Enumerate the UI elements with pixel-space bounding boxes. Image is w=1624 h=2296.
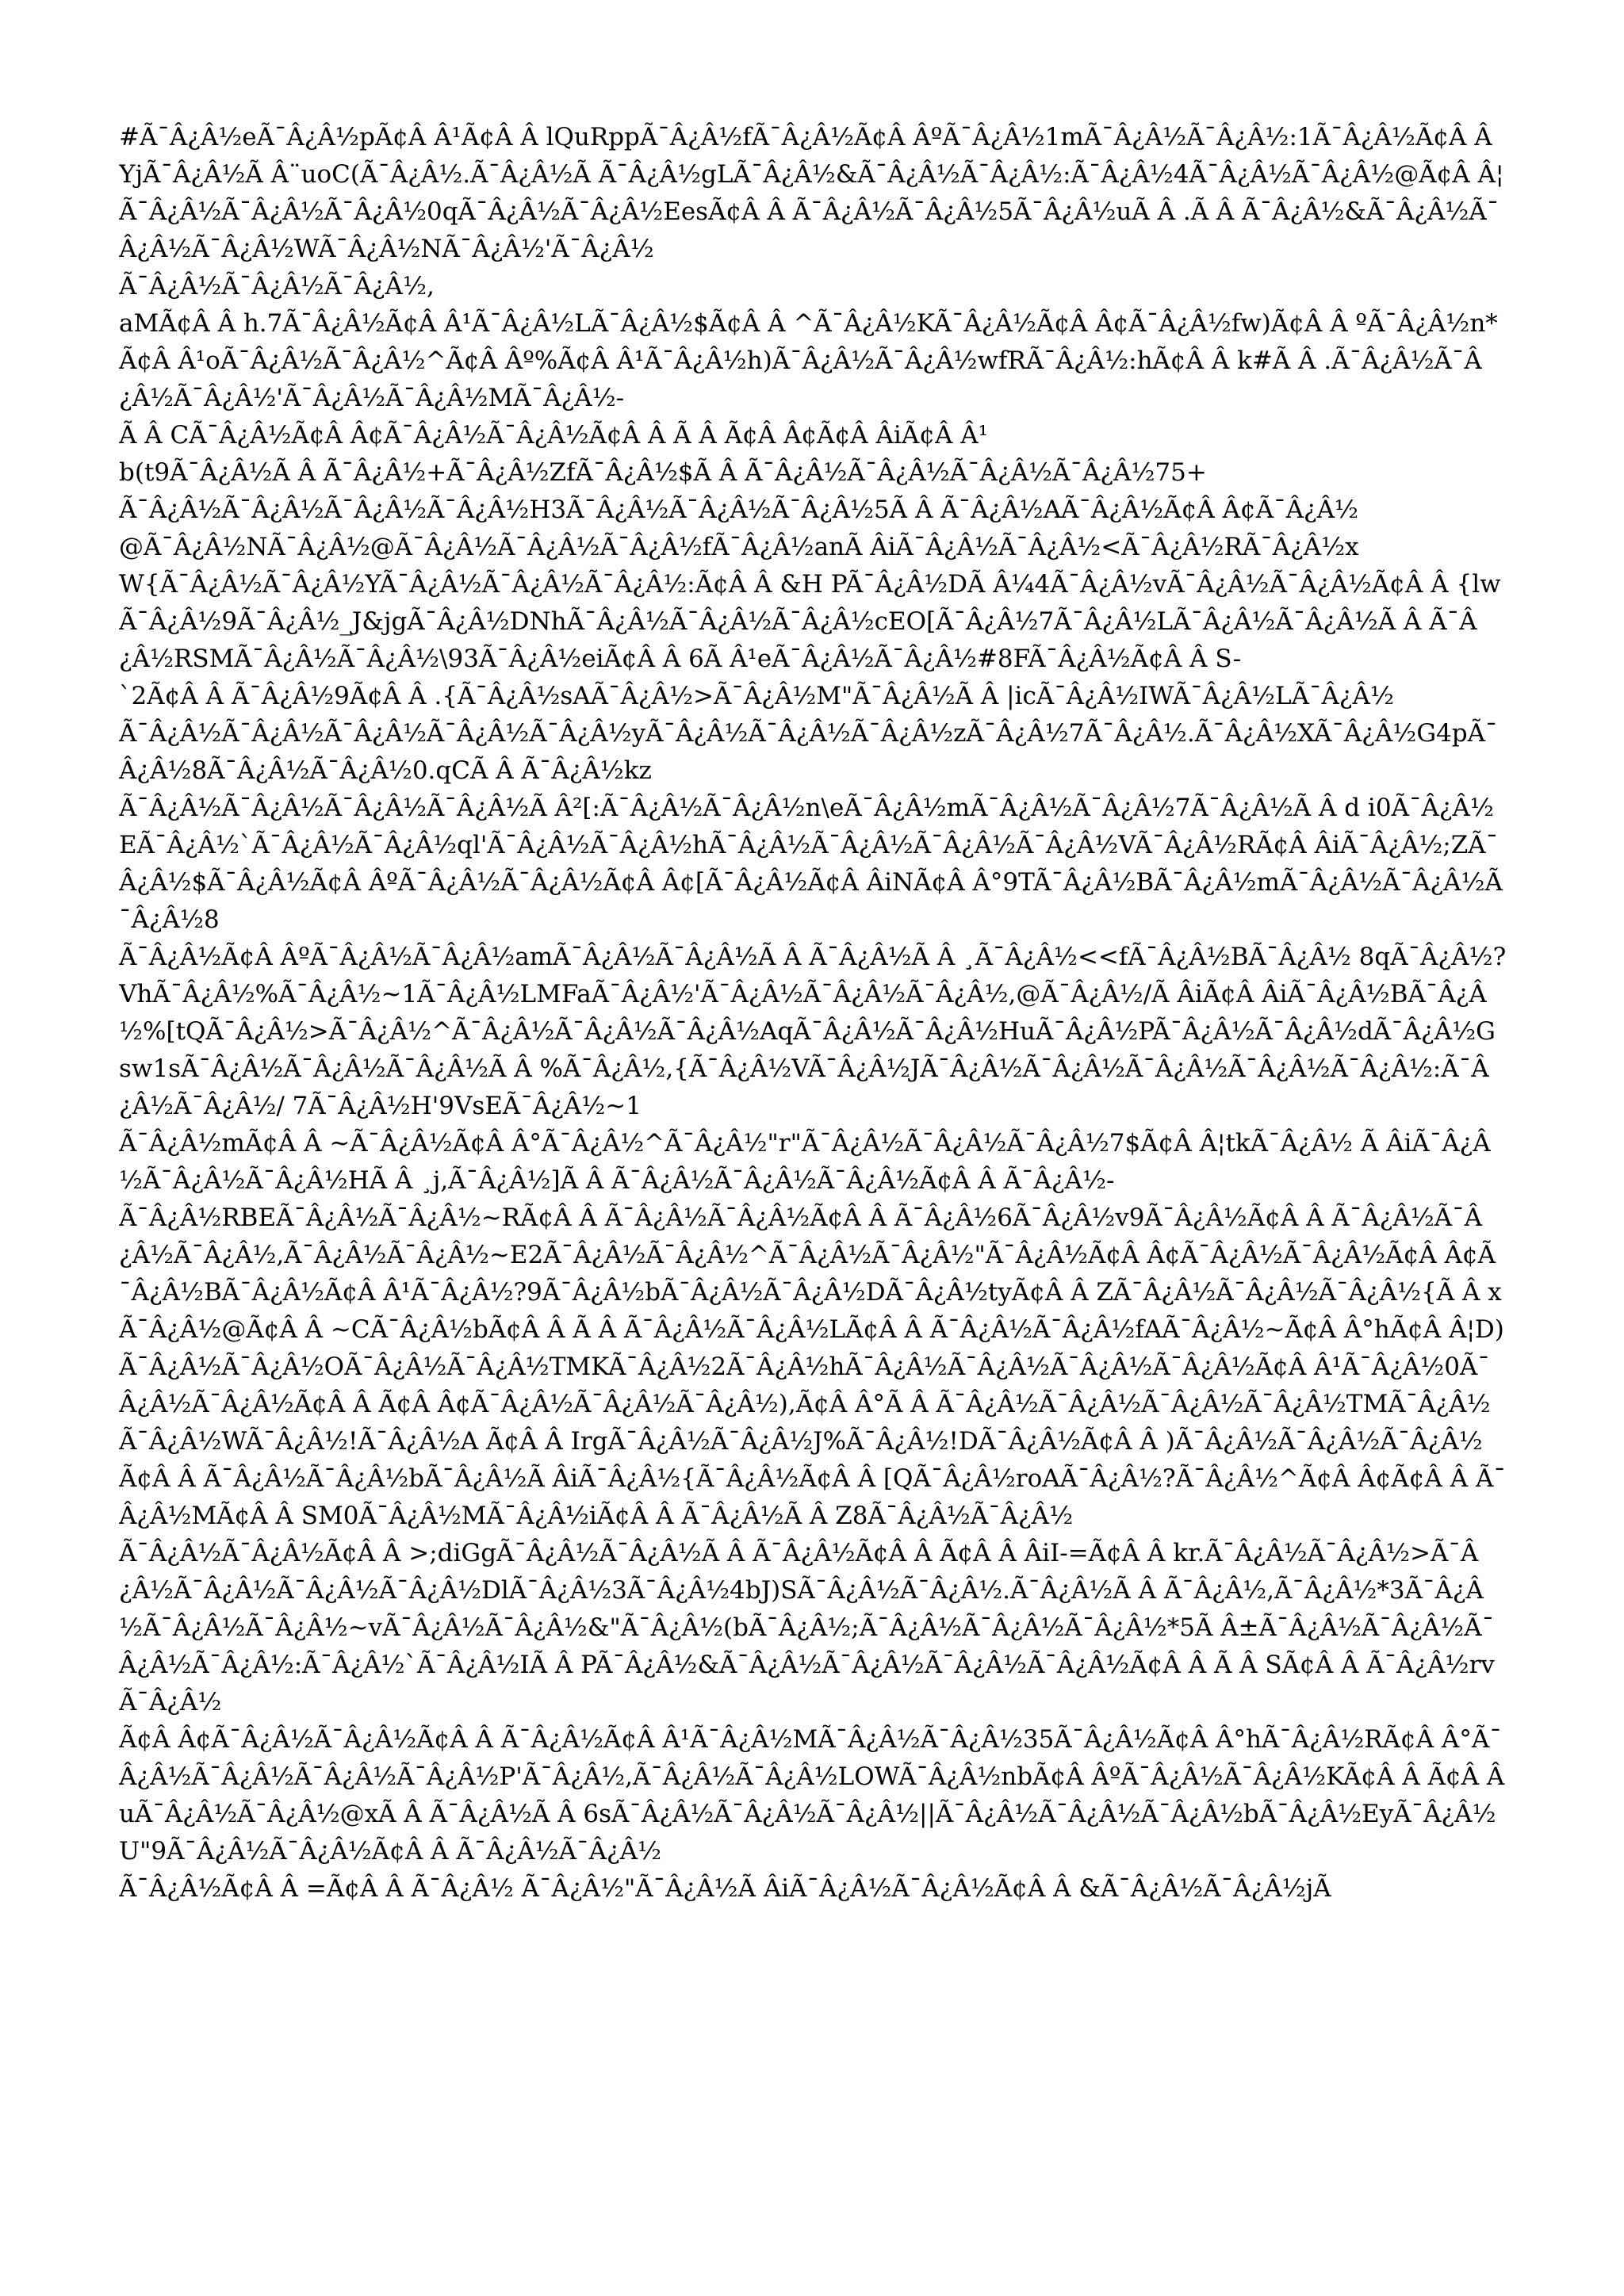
text-line: @Ã¯Â¿Â½NÃ¯Â¿Â½@Ã¯Â¿Â½Ã¯Â¿Â½Ã¯Â¿Â½fÃ¯Â¿Â½anÃ ÂiÃ¯Â¿Â½Ã¯Â¿Â½<Ã¯Â¿Â½RÃ¯Â¿Â½x	[119, 533, 1359, 561]
document-page	[119, 119, 1507, 2212]
text-line: Ã¯Â¿Â½Ã¯Â¿Â½Ã¯Â¿Â½Ã¯Â¿Â½H3Ã¯Â¿Â½Ã¯Â¿Â½Ã¯Â¿Â½5Ã Â Ã¯Â¿Â½AÃ¯Â¿Â½Ã¢Â Â¢Ã¯Â¿Â½	[119, 496, 1359, 524]
text-line: Ã¯Â¿Â½Ã¢Â Â =Ã¢Â Â Ã¯Â¿Â½ Ã¯Â¿Â½"Ã¯Â¿Â½Ã ÂiÃ¯Â¿Â½Ã¯Â¿Â½Ã¢Â Â &Ã¯Â¿Â½Ã¯Â¿Â½jÃ	[119, 1874, 1331, 1903]
garbled-text-body	[119, 119, 1507, 1908]
text-line: aMÃ¢Â Â h.7Ã¯Â¿Â½Ã¢Â Â¹Ã¯Â¿Â½LÃ¯Â¿Â½$Ã¢Â Â ^Ã¯Â¿Â½KÃ¯Â¿Â½Ã¢Â Â¢Ã¯Â¿Â½fw)Ã¢Â Â ºÃ¯Â¿Â½n*Ã¢Â Â¹oÃ¯Â¿Â½Ã¯Â¿Â½^Ã¢Â Âº%Ã¢Â Â¹Ã¯Â¿Â½h)Ã¯Â¿Â½Ã¯Â¿Â½wfRÃ¯Â¿Â½:hÃ¢Â Â k#Ã Â .Ã¯Â¿Â½Ã¯Â¿Â½Ã¯Â¿Â½'Ã¯Â¿Â½Ã¯Â¿Â½MÃ¯Â¿Â½-	[119, 309, 1498, 412]
text-line: Ã¯Â¿Â½Ã¯Â¿Â½Ã¯Â¿Â½Ã¯Â¿Â½Ã Â²[:Ã¯Â¿Â½Ã¯Â¿Â½n\eÃ¯Â¿Â½mÃ¯Â¿Â½Ã¯Â¿Â½7Ã¯Â¿Â½Ã Â d i0Ã¯Â¿Â½EÃ¯Â¿Â½`Ã¯Â¿Â½Ã¯Â¿Â½ql'Ã¯Â¿Â½Ã¯Â¿Â½hÃ¯Â¿Â½Ã¯Â¿Â½Ã¯Â¿Â½Ã¯Â¿Â½VÃ¯Â¿Â½RÃ¢Â ÂiÃ¯Â¿Â½;ZÃ¯Â¿Â½$Ã¯Â¿Â½Ã¢Â ÂºÃ¯Â¿Â½Ã¯Â¿Â½Ã¢Â Â¢[Ã¯Â¿Â½Ã¢Â ÂiNÃ¢Â Â°9TÃ¯Â¿Â½BÃ¯Â¿Â½mÃ¯Â¿Â½Ã¯Â¿Â½Ã¯Â¿Â½8	[119, 794, 1503, 934]
text-line: Ã¯Â¿Â½RBEÃ¯Â¿Â½Ã¯Â¿Â½~RÃ¢Â Â Ã¯Â¿Â½Ã¯Â¿Â½Ã¢Â Â Ã¯Â¿Â½6Ã¯Â¿Â½v9Ã¯Â¿Â½Ã¢Â Â Ã¯Â¿Â½Ã¯Â¿Â½Ã¯Â¿Â½,Ã¯Â¿Â½Ã¯Â¿Â½~E2Ã¯Â¿Â½Ã¯Â¿Â½^Ã¯Â¿Â½Ã¯Â¿Â½"Ã¯Â¿Â½Ã¢Â Â¢Ã¯Â¿Â½Ã¯Â¿Â½Ã¢Â Â¢Ã¯Â¿Â½BÃ¯Â¿Â½Ã¢Â Â¹Ã¯Â¿Â½?9Ã¯Â¿Â½bÃ¯Â¿Â½Ã¯Â¿Â½DÃ¯Â¿Â½tyÃ¢Â Â ZÃ¯Â¿Â½Ã¯Â¿Â½Ã¯Â¿Â½{Ã Â xÃ¯Â¿Â½@Ã¢Â Â ~CÃ¯Â¿Â½bÃ¢Â Â Ã Â Ã¯Â¿Â½Ã¯Â¿Â½LÃ¢Â Â Ã¯Â¿Â½Ã¯Â¿Â½fAÃ¯Â¿Â½~Ã¢Â Â°hÃ¢Â Â¦D)Ã¯Â¿Â½Ã¯Â¿Â½OÃ¯Â¿Â½Ã¯Â¿Â½TMKÃ¯Â¿Â½2Ã¯Â¿Â½hÃ¯Â¿Â½Ã¯Â¿Â½Ã¯Â¿Â½Ã¯Â¿Â½Ã¢Â Â¹Ã¯Â¿Â½0Ã¯Â¿Â½Ã¯Â¿Â½Ã¢Â Â Ã¢Â Â¢Ã¯Â¿Â½Ã¯Â¿Â½Ã¯Â¿Â½),Ã¢Â Â°Ã Â Ã¯Â¿Â½Ã¯Â¿Â½Ã¯Â¿Â½Ã¯Â¿Â½TMÃ¯Â¿Â½Ã¯Â¿Â½WÃ¯Â¿Â½!Ã¯Â¿Â½A Ã¢Â Â IrgÃ¯Â¿Â½Ã¯Â¿Â½J%Ã¯Â¿Â½!DÃ¯Â¿Â½Ã¢Â Â )Ã¯Â¿Â½Ã¯Â¿Â½Ã¯Â¿Â½Ã¢Â Â Ã¯Â¿Â½Ã¯Â¿Â½bÃ¯Â¿Â½Ã ÂiÃ¯Â¿Â½{Ã¯Â¿Â½Ã¢Â Â [QÃ¯Â¿Â½roAÃ¯Â¿Â½?Ã¯Â¿Â½^Ã¢Â Â¢Ã¢Â Â Ã¯Â¿Â½MÃ¢Â Â SM0Ã¯Â¿Â½MÃ¯Â¿Â½iÃ¢Â Â Ã¯Â¿Â½Ã Â Z8Ã¯Â¿Â½Ã¯Â¿Â½	[119, 1203, 1506, 1530]
text-line: Ã¯Â¿Â½Ã¯Â¿Â½Ã¢Â Â >;diGgÃ¯Â¿Â½Ã¯Â¿Â½Ã Â Ã¯Â¿Â½Ã¢Â Â Ã¢Â Â ÂiI-=Ã¢Â Â kr.Ã¯Â¿Â½Ã¯Â¿Â½>Ã¯Â¿Â½Ã¯Â¿Â½Ã¯Â¿Â½Ã¯Â¿Â½DlÃ¯Â¿Â½3Ã¯Â¿Â½4bJ)SÃ¯Â¿Â½Ã¯Â¿Â½.Ã¯Â¿Â½Ã Â Ã¯Â¿Â½,Ã¯Â¿Â½*3Ã¯Â¿Â½Ã¯Â¿Â½Ã¯Â¿Â½~vÃ¯Â¿Â½Ã¯Â¿Â½&"Ã¯Â¿Â½(bÃ¯Â¿Â½;Ã¯Â¿Â½Ã¯Â¿Â½Ã¯Â¿Â½*5Ã Â±Ã¯Â¿Â½Ã¯Â¿Â½Ã¯Â¿Â½Ã¯Â¿Â½:Ã¯Â¿Â½`Ã¯Â¿Â½IÃ Â PÃ¯Â¿Â½&Ã¯Â¿Â½Ã¯Â¿Â½Ã¯Â¿Â½Ã¯Â¿Â½Ã¢Â Â Ã Â SÃ¢Â Â Ã¯Â¿Â½rvÃ¯Â¿Â½	[119, 1539, 1495, 1716]
text-line: Ã¯Â¿Â½Ã¯Â¿Â½Ã¯Â¿Â½Ã¯Â¿Â½Ã¯Â¿Â½yÃ¯Â¿Â½Ã¯Â¿Â½Ã¯Â¿Â½zÃ¯Â¿Â½7Ã¯Â¿Â½.Ã¯Â¿Â½XÃ¯Â¿Â½G4pÃ¯Â¿Â½8Ã¯Â¿Â½Ã¯Â¿Â½0.qCÃ Â Ã¯Â¿Â½kz	[119, 719, 1498, 785]
text-line: Ã¯Â¿Â½Ã¯Â¿Â½Ã¯Â¿Â½,	[119, 272, 435, 300]
text-line: Ã¯Â¿Â½mÃ¢Â Â ~Ã¯Â¿Â½Ã¢Â Â°Ã¯Â¿Â½^Ã¯Â¿Â½"r"Ã¯Â¿Â½Ã¯Â¿Â½Ã¯Â¿Â½7$Ã¢Â Â¦tkÃ¯Â¿Â½ Ã ÂiÃ¯Â¿Â½Ã¯Â¿Â½Ã¯Â¿Â½HÃ Â ¸j,Ã¯Â¿Â½]Ã Â Ã¯Â¿Â½Ã¯Â¿Â½Ã¯Â¿Â½Ã¢Â Â Ã¯Â¿Â½-	[119, 1129, 1491, 1195]
text-line: Ã¯Â¿Â½Ã¢Â ÂºÃ¯Â¿Â½Ã¯Â¿Â½amÃ¯Â¿Â½Ã¯Â¿Â½Ã Â Ã¯Â¿Â½Ã Â ¸Ã¯Â¿Â½<<fÃ¯Â¿Â½BÃ¯Â¿Â½ 8qÃ¯Â¿Â½?VhÃ¯Â¿Â½%Ã¯Â¿Â½~1Ã¯Â¿Â½LMFaÃ¯Â¿Â½'Ã¯Â¿Â½Ã¯Â¿Â½Ã¯Â¿Â½,@Ã¯Â¿Â½/Ã ÂiÃ¢Â ÂiÃ¯Â¿Â½BÃ¯Â¿Â½%[tQÃ¯Â¿Â½>Ã¯Â¿Â½^Ã¯Â¿Â½Ã¯Â¿Â½Ã¯Â¿Â½AqÃ¯Â¿Â½Ã¯Â¿Â½HuÃ¯Â¿Â½PÃ¯Â¿Â½Ã¯Â¿Â½dÃ¯Â¿Â½Gsw1sÃ¯Â¿Â½Ã¯Â¿Â½Ã¯Â¿Â½Ã Â %Ã¯Â¿Â½,{Ã¯Â¿Â½VÃ¯Â¿Â½JÃ¯Â¿Â½Ã¯Â¿Â½Ã¯Â¿Â½Ã¯Â¿Â½Ã¯Â¿Â½:Ã¯Â¿Â½Ã¯Â¿Â½/ 7Ã¯Â¿Â½H'9VsEÃ¯Â¿Â½~1	[119, 943, 1507, 1120]
text-line: `2Ã¢Â Â Ã¯Â¿Â½9Ã¢Â Â .{Ã¯Â¿Â½sAÃ¯Â¿Â½>Ã¯Â¿Â½M"Ã¯Â¿Â½Ã Â |icÃ¯Â¿Â½IWÃ¯Â¿Â½LÃ¯Â¿Â½	[119, 682, 1394, 710]
text-line: Ã¢Â Â¢Ã¯Â¿Â½Ã¯Â¿Â½Ã¢Â Â Ã¯Â¿Â½Ã¢Â Â¹Ã¯Â¿Â½MÃ¯Â¿Â½Ã¯Â¿Â½35Ã¯Â¿Â½Ã¢Â Â°hÃ¯Â¿Â½RÃ¢Â Â°Ã¯Â¿Â½Ã¯Â¿Â½Ã¯Â¿Â½Ã¯Â¿Â½P'Ã¯Â¿Â½,Ã¯Â¿Â½Ã¯Â¿Â½LOWÃ¯Â¿Â½nbÃ¢Â ÂºÃ¯Â¿Â½Ã¯Â¿Â½KÃ¢Â Â Ã¢Â Â uÃ¯Â¿Â½Ã¯Â¿Â½@xÃ Â Ã¯Â¿Â½Ã Â 6sÃ¯Â¿Â½Ã¯Â¿Â½Ã¯Â¿Â½||Ã¯Â¿Â½Ã¯Â¿Â½Ã¯Â¿Â½bÃ¯Â¿Â½EyÃ¯Â¿Â½U"9Ã¯Â¿Â½Ã¯Â¿Â½Ã¢Â Â Ã¯Â¿Â½Ã¯Â¿Â½	[119, 1725, 1505, 1866]
text-line: b(t9Ã¯Â¿Â½Ã Â Ã¯Â¿Â½+Ã¯Â¿Â½ZfÃ¯Â¿Â½$Ã Â Ã¯Â¿Â½Ã¯Â¿Â½Ã¯Â¿Â½Ã¯Â¿Â½75+	[119, 458, 1207, 487]
text-line: Ã Â CÃ¯Â¿Â½Ã¢Â Â¢Ã¯Â¿Â½Ã¯Â¿Â½Ã¢Â Â Ã Â Ã¢Â Â¢Ã¢Â ÂiÃ¢Â Â¹	[119, 421, 989, 450]
text-line: W{Ã¯Â¿Â½Ã¯Â¿Â½YÃ¯Â¿Â½Ã¯Â¿Â½Ã¯Â¿Â½:Ã¢Â Â &H PÃ¯Â¿Â½DÃ Â¼4Ã¯Â¿Â½vÃ¯Â¿Â½Ã¯Â¿Â½Ã¢Â Â {lwÃ¯Â¿Â½9Ã¯Â¿Â½_J&jgÃ¯Â¿Â½DNhÃ¯Â¿Â½Ã¯Â¿Â½Ã¯Â¿Â½cEO[Ã¯Â¿Â½7Ã¯Â¿Â½LÃ¯Â¿Â½Ã¯Â¿Â½Ã Â Ã¯Â¿Â½RSMÃ¯Â¿Â½Ã¯Â¿Â½\93Ã¯Â¿Â½eiÃ¢Â Â 6Ã Â¹eÃ¯Â¿Â½Ã¯Â¿Â½#8FÃ¯Â¿Â½Ã¢Â Â S-	[119, 570, 1501, 673]
text-line: #Ã¯Â¿Â½eÃ¯Â¿Â½pÃ¢Â Â¹Ã¢Â Â lQuRppÃ¯Â¿Â½fÃ¯Â¿Â½Ã¢Â ÂºÃ¯Â¿Â½1mÃ¯Â¿Â½Ã¯Â¿Â½:1Ã¯Â¿Â½Ã¢Â Â YjÃ¯Â¿Â½Ã Â¨uoC(Ã¯Â¿Â½.Ã¯Â¿Â½Ã Ã¯Â¿Â½gLÃ¯Â¿Â½&Ã¯Â¿Â½Ã¯Â¿Â½:Ã¯Â¿Â½4Ã¯Â¿Â½Ã¯Â¿Â½@Ã¢Â Â¦Ã¯Â¿Â½Ã¯Â¿Â½Ã¯Â¿Â½0qÃ¯Â¿Â½Ã¯Â¿Â½EesÃ¢Â Â Ã¯Â¿Â½Ã¯Â¿Â½5Ã¯Â¿Â½uÃ Â .Ã Â Ã¯Â¿Â½&Ã¯Â¿Â½Ã¯Â¿Â½Ã¯Â¿Â½WÃ¯Â¿Â½NÃ¯Â¿Â½'Ã¯Â¿Â½	[119, 123, 1504, 263]
